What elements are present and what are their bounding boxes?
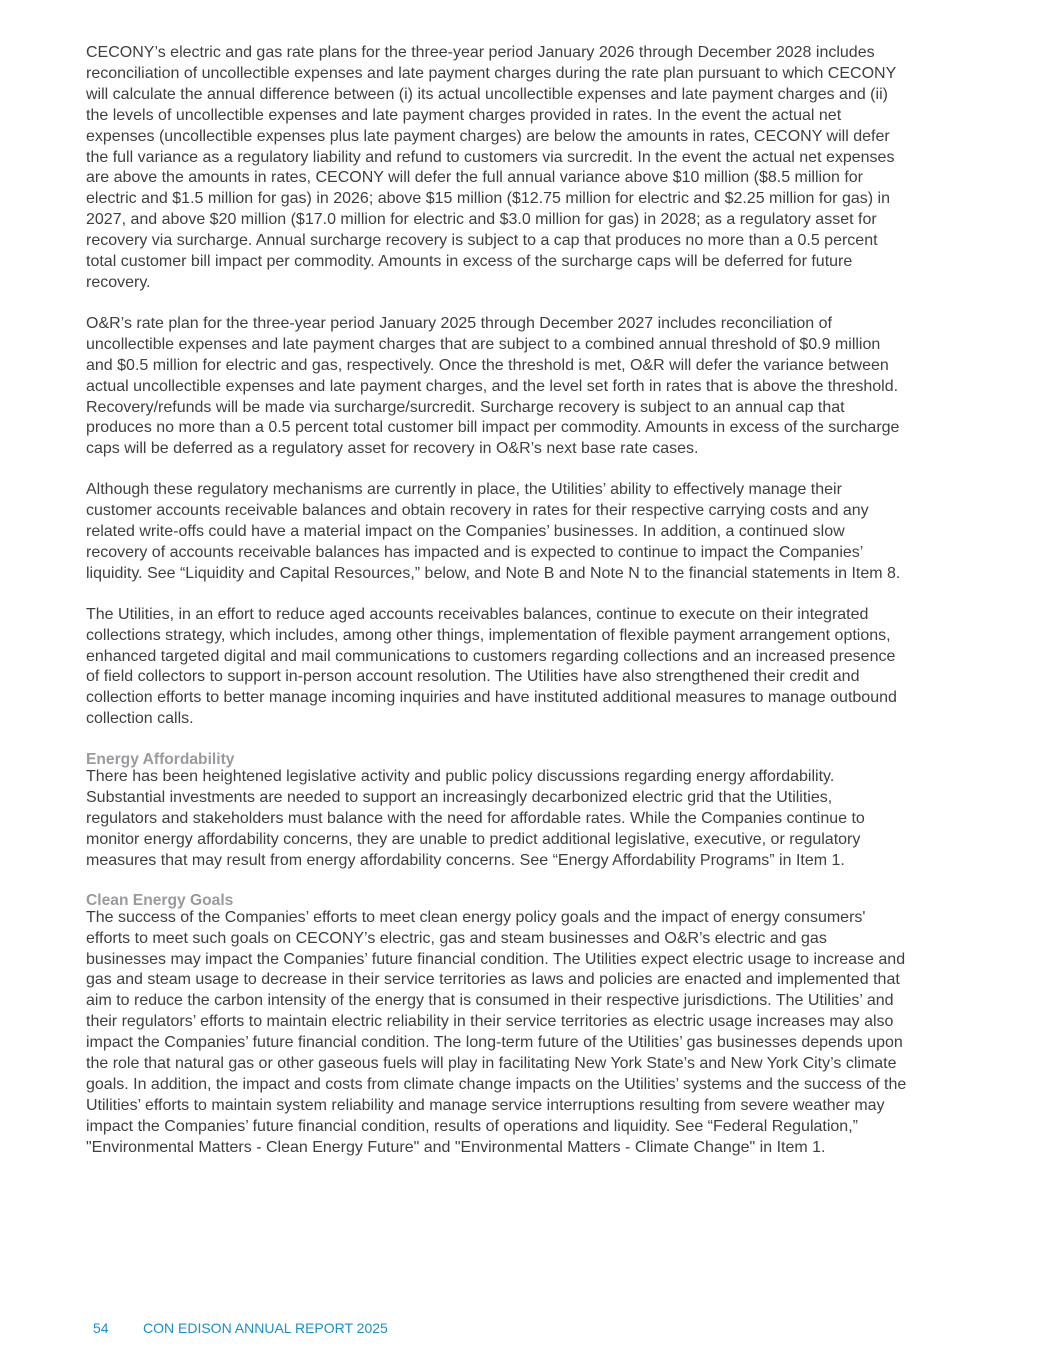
- text-line: There has been heightened legislative activity and public policy discussions regarding energy affordability.: [86, 768, 835, 786]
- paragraph-energy-affordability: [86, 767, 971, 872]
- text-line: related write-offs could have a material impact on the Companies’ businesses. In addition, a continued slow: [86, 523, 845, 541]
- text-line: aim to reduce the carbon intensity of the energy that is consumed in their respective jurisdictions. The Utilities’ and: [86, 992, 894, 1010]
- text-line: monitor energy affordability concerns, they are unable to predict additional legislative, executive, or regulatory: [86, 830, 861, 848]
- text-line: measures that may result from energy affordability concerns. See “Energy Affordability Programs” in Item 1.: [86, 851, 845, 869]
- text-line: collections strategy, which includes, among other things, implementation of flexible payment arrangement options,: [86, 626, 891, 644]
- text-line: expenses (uncollectible expenses plus late payment charges) are below the amounts in rates, CECONY will defer: [86, 127, 890, 145]
- page-footer: [93, 1320, 388, 1336]
- text-line: "Environmental Matters - Clean Energy Future" and "Environmental Matters - Climate Change" in Item 1.: [86, 1138, 826, 1156]
- text-line: electric and $1.5 million for gas) in 2026; above $15 million ($12.75 million for electric and $2.25 million for gas) in: [86, 190, 890, 208]
- text-line: gas and steam usage to decrease in their service territories as laws and policies are enacted and implemented that: [86, 971, 900, 989]
- text-line: Recovery/refunds will be made via surcharge/surcredit. Surcharge recovery is subject to an annual cap that: [86, 398, 845, 416]
- text-line: CECONY’s electric and gas rate plans for the three-year period January 2026 through December 2028 includes: [86, 44, 875, 61]
- text-line: Although these regulatory mechanisms are currently in place, the Utilities’ ability to effectively manage their: [86, 481, 842, 499]
- text-line: recovery of accounts receivable balances has impacted and is expected to continue to impact the Companies’: [86, 543, 864, 561]
- heading-clean-energy-goals: Clean Energy Goals: [86, 891, 234, 909]
- text-line: collection efforts to better manage incoming inquiries and have instituted additional measures to manage outbound: [86, 689, 897, 707]
- report-title: CON EDISON ANNUAL REPORT 2025: [143, 1320, 388, 1336]
- text-line: their regulators’ efforts to maintain electric reliability in their service territories as electric usage increases may also: [86, 1013, 894, 1031]
- text-line: uncollectible expenses and late payment charges that are subject to a combined annual threshold of $0.9 million: [86, 335, 881, 353]
- text-line: the full variance as a regulatory liability and refund to customers via surcredit. In the event the actual net expenses: [86, 148, 895, 166]
- text-line: are above the amounts in rates, CECONY will defer the full annual variance above $10 million ($8.5 million for: [86, 169, 863, 187]
- paragraph-or-rate-plan: [86, 314, 971, 460]
- text-line: impact the Companies’ future financial condition. The long-term future of the Utilities’ gas businesses depends upon: [86, 1034, 903, 1052]
- document-body: [86, 43, 971, 1159]
- text-line: regulators and stakeholders must balance with the need for affordable rates. While the Companies continue to: [86, 810, 865, 827]
- paragraph-collections-strategy: [86, 605, 971, 730]
- text-line: caps will be deferred as a regulatory asset for recovery in O&R’s next base rate cases.: [86, 440, 699, 458]
- text-line: businesses may impact the Companies’ future financial condition. The Utilities expect electric usage to increase and: [86, 950, 906, 968]
- text-line: The success of the Companies’ efforts to meet clean energy policy goals and the impact of energy consumers': [86, 908, 866, 926]
- text-line: efforts to meet such goals on CECONY’s electric, gas and steam businesses and O&R’s electric and gas: [86, 929, 827, 947]
- text-line: total customer bill impact per commodity. Amounts in excess of the surcharge caps will be deferred for future: [86, 253, 853, 271]
- text-line: collection calls.: [86, 710, 194, 728]
- text-line: Substantial investments are needed to support an increasingly decarbonized electric grid that the Utilities,: [86, 789, 833, 807]
- text-line: 2027, and above $20 million ($17.0 million for electric and $3.0 million for gas) in 2028; as a regulatory asset for: [86, 211, 877, 229]
- heading-energy-affordability: Energy Affordability: [86, 751, 235, 769]
- text-line: reconciliation of uncollectible expenses and late payment charges during the rate plan pursuant to which CECONY: [86, 64, 897, 82]
- text-line: actual uncollectible expenses and late payment charges, and the level set forth in rates that is above the threshold.: [86, 377, 899, 395]
- text-line: The Utilities, in an effort to reduce aged accounts receivables balances, continue to execute on their integrated: [86, 605, 869, 623]
- text-line: liquidity. See “Liquidity and Capital Resources,” below, and Note B and Note N to the financial statements in Item 8.: [86, 564, 901, 582]
- text-line: impact the Companies’ future financial condition, results of operations and liquidity. See “Federal Regulation,”: [86, 1117, 858, 1135]
- text-line: of field collectors to support in-person account resolution. The Utilities have also strengthened their credit and: [86, 668, 860, 686]
- paragraph-regulatory-mechanisms: [86, 480, 971, 585]
- text-line: O&R’s rate plan for the three-year period January 2025 through December 2027 includes reconciliation of: [86, 314, 832, 332]
- text-line: recovery via surcharge. Annual surcharge recovery is subject to a cap that produces no more than a 0.5 percent: [86, 232, 878, 250]
- text-line: Utilities’ efforts to maintain system reliability and manage service interruptions resulting from severe weather may: [86, 1096, 885, 1114]
- text-line: will calculate the annual difference between (i) its actual uncollectible expenses and late payment charges and (ii): [86, 85, 888, 103]
- text-line: enhanced targeted digital and mail communications to customers regarding collections and an increased presence: [86, 647, 896, 665]
- text-line: the role that natural gas or other gaseous fuels will play in facilitating New York State’s and New York City’s climate: [86, 1055, 897, 1073]
- page-number: 54: [93, 1320, 109, 1336]
- text-line: recovery.: [86, 273, 151, 291]
- text-line: customer accounts receivable balances and obtain recovery in rates for their respective carrying costs and any: [86, 502, 869, 520]
- text-line: produces no more than a 0.5 percent total customer bill impact per commodity. Amounts in excess of the surcharge: [86, 419, 900, 437]
- text-line: the levels of uncollectible expenses and late payment charges provided in rates. In the event the actual net: [86, 106, 842, 124]
- text-line: goals. In addition, the impact and costs from climate change impacts on the Utilities’ systems and the success of the: [86, 1075, 907, 1093]
- paragraph-cecony-rate-plans: [86, 43, 971, 294]
- paragraph-clean-energy-goals: [86, 908, 971, 1159]
- text-line: and $0.5 million for electric and gas, respectively. Once the threshold is met, O&R will defer the variance between: [86, 356, 889, 374]
